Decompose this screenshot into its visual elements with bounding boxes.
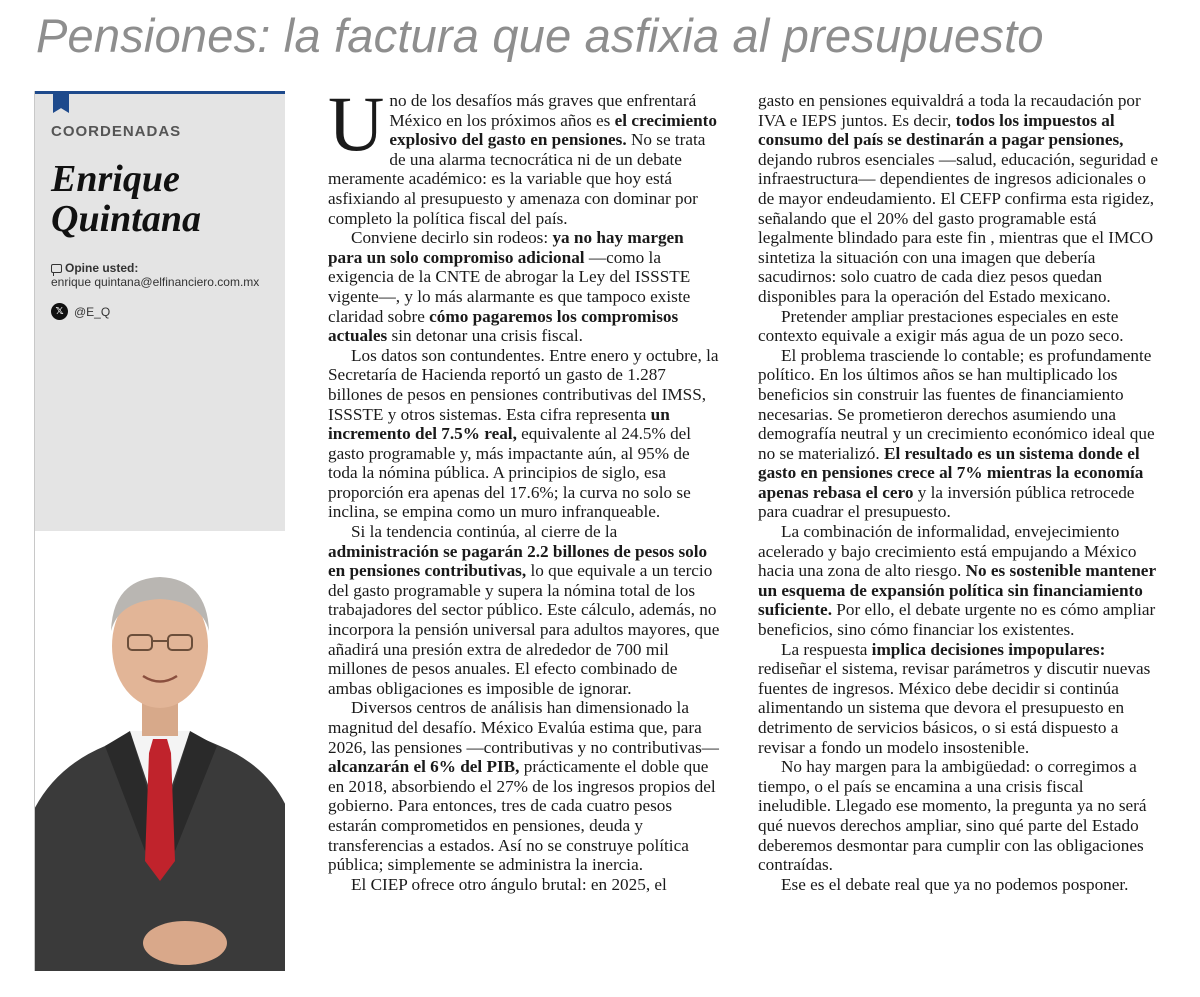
headline: Pensiones: la factura que asfixia al presupuesto [36, 9, 1044, 62]
paragraph-4: Si la tendencia continúa, al cierre de la administración se pagarán 2.2 billones de pesos solo en pensiones contributivas, lo que equivale a un tercio del gasto programable y supera la nómina total de los trabajadores del sector público. Este cálculo, además, no incorpora la pensión universal para adultos mayores, que añadirá una presión extra de alrededor de 700 mil millones de pesos anuales. El efecto combinado de ambas obligaciones es imposible de ignorar. [328, 522, 720, 698]
bookmark-icon [53, 91, 69, 113]
paragraph-6-continued: gasto en pensiones equivaldrá a toda la recaudación por IVA e IEPS juntos. Es decir, todos los impuestos al consumo del país se destinarán a pagar pensiones, dejando rubros esenciales —salud, educación, seguridad e infraestructura— dependientes de ingresos adicionales o de mayor endeudamiento. El CEFP confirma esta rigidez, señalando que el 20% del gasto programable está legalmente blindado para este fin , mientras que el IMCO sintetiza la situación con una imagen que debería sacudirnos: solo cuatro de cada diez pesos quedan disponibles para la operación del Estado mexicano. [758, 91, 1158, 306]
panel-accent-line [35, 91, 285, 94]
opine-label: Opine usted: [65, 261, 139, 275]
paragraph-12: Ese es el debate real que ya no podemos posponer. [781, 874, 1129, 894]
chat-icon [51, 264, 62, 273]
author-first-name: Enrique [51, 158, 180, 200]
paragraph-5: Diversos centros de análisis han dimensionado la magnitud del desafío. México Evalúa estima que, para 2026, las pensiones —contributivas y no contributivas— alcanzarán el 6% del PIB, prácticamente el doble que en 2018, absorbiendo el 27% de los ingresos propios del gobierno. Para entonces, tres de cada cuatro pesos estarán comprometidos en pensiones, deuda y transferencias a estados. Así no se construye política pública; simplemente se administra la inercia. [328, 698, 719, 875]
drop-cap: U [328, 80, 385, 167]
paragraph-6: El CIEP ofrece otro ángulo brutal: en 2025, el [351, 874, 667, 894]
article-column-2 [758, 91, 1158, 894]
author-panel [34, 91, 285, 971]
paragraph-11: No hay margen para la ambigüedad: o corregimos a tiempo, o el país se encamina a una crisis fiscal ineludible. Llegado ese momento, la pregunta ya no será qué nuevos derechos ampliar, sino qué parte del Estado deberemos desmontar para cumplir con las obligaciones contraídas. [758, 757, 1147, 875]
social-handle[interactable] [51, 303, 110, 320]
paragraph-7: Pretender ampliar prestaciones especiales en este contexto equivale a exigir más agua de un pozo seco. [758, 306, 1124, 346]
paragraph-9: La combinación de informalidad, envejecimiento acelerado y bajo crecimiento está empujando a México hacia una zona de alto riesgo. No es sostenible mantener un esquema de expansión política sin financiamiento suficiente. Por ello, el debate urgente no es cómo ampliar beneficios, sino cómo financiar los existentes. [758, 522, 1156, 640]
paragraph-2: Conviene decirlo sin rodeos: ya no hay margen para un solo compromiso adicional —como la exigencia de la CNTE de abrogar la Ley del ISSSTE vigente—, y lo más alarmante es que tampoco existe claridad sobre cómo pagaremos los compromisos actuales sin detonar una crisis fiscal. [328, 228, 691, 346]
author-name [51, 159, 281, 239]
x-logo-icon: 𝕏 [51, 303, 68, 320]
section-label: COORDENADAS [51, 123, 182, 140]
contact-block [51, 261, 259, 289]
paragraph-8: El problema trasciende lo contable; es profundamente político. En los últimos años se han multiplicado los beneficios sin construir las fuentes de financiamiento necesarias. Se prometieron derechos asumiendo una demografía neutral y un crecimiento económico ideal que no se materializó. El resultado es un sistema donde el gasto en pensiones crece al 7% mientras la economía apenas rebasa el cero y la inversión pública retrocede para cuadrar el presupuesto. [758, 345, 1155, 522]
author-last-name: Quintana [51, 198, 201, 240]
paragraph-10: La respuesta implica decisiones impopulares: rediseñar el sistema, revisar parámetros y discutir nuevas fuentes de ingresos. México debe decidir si continúa alimentando un sistema que devora el presupuesto en detrimento de servicios básicos, o si está dispuesto a revisar a fondo un modelo insostenible. [758, 639, 1151, 757]
paragraph-1: Uno de los desafíos más graves que enfrentará México en los próximos años es el crecimiento explosivo del gasto en pensiones. No se trata de una alarma tecnocrática ni de un debate meramente académico: es la variable que hoy está asfixiando al presupuesto y amenaza con dominar por completo la política fiscal del país. [328, 80, 717, 228]
author-email[interactable]: enrique quintana@elfinanciero.com.mx [51, 275, 260, 289]
article-column-1 [328, 80, 722, 894]
paragraph-3: Los datos son contundentes. Entre enero y octubre, la Secretaría de Hacienda reportó un gasto de 1.287 billones de pesos en pensiones contributivas del IMSS, ISSSTE y otros sistemas. Esta cifra representa un incremento del 7.5% real, equivalente al 24.5% del gasto programable y, más impactante aún, al 95% de toda la nómina pública. A principios de siglo, esa proporción era apenas del 17.6%; la curva no solo se inclina, se empina como un muro infranqueable. [328, 345, 719, 522]
author-portrait [35, 531, 285, 971]
twitter-handle[interactable]: @E_Q [74, 304, 111, 319]
